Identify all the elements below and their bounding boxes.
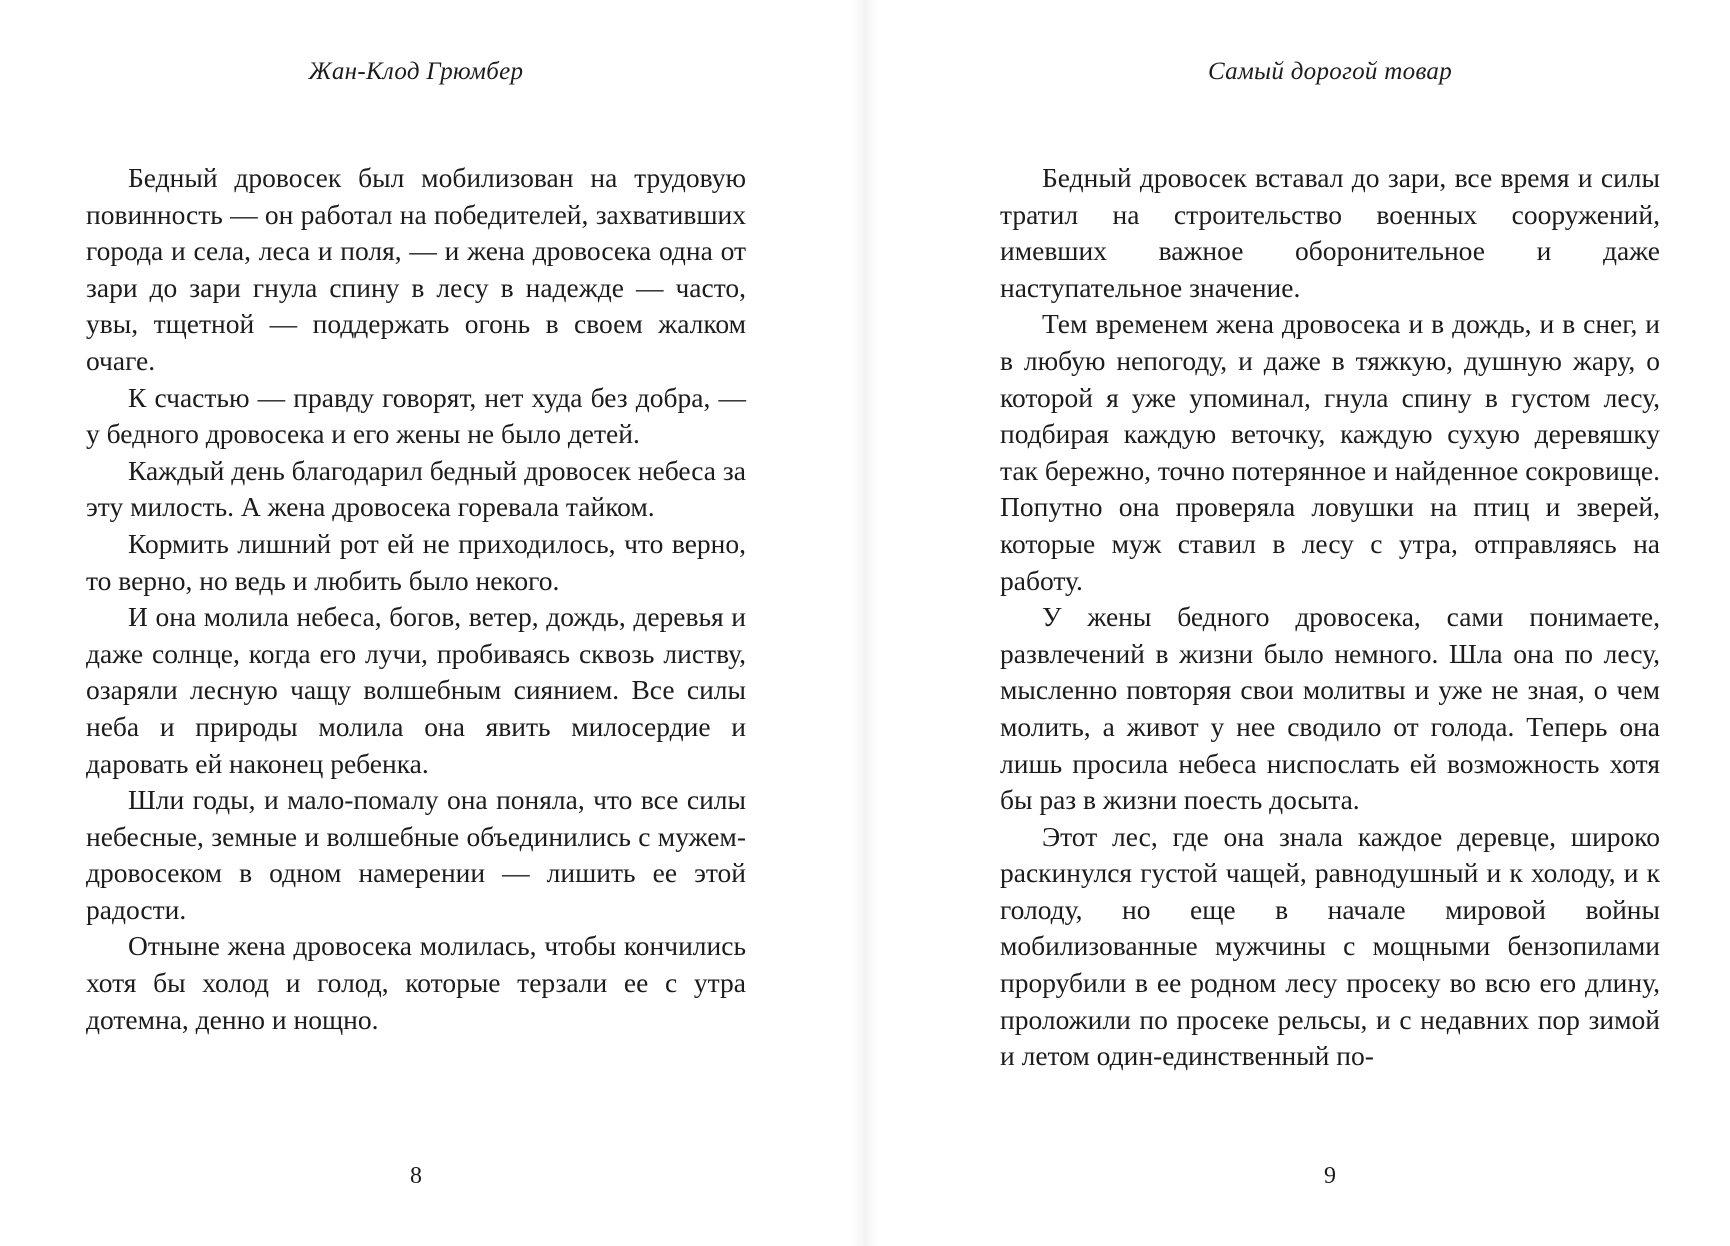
paragraph: Бедный дровосек вставал до зари, все время и силы тратил на строительство военных сооружений, имевших важное оборонительное и даже наступательное значение. — [1000, 162, 1660, 303]
page-number-left: 8 — [410, 1163, 422, 1189]
page-number-right: 9 — [1324, 1163, 1336, 1189]
running-head-author: Жан-Клод Грюмбер — [308, 58, 524, 85]
paragraph: Этот лес, где она знала каждое деревце, широко раскинулся густой чащей, равнодушный и к холоду, и к голоду, но еще в начале мировой войны мобилизованные мужчины с мощными бензопилами прорубили в ее родном лесу просеку во всю его длину, проложили по просеке рельсы, и с недавних пор зимой и летом один-единственный по- — [1000, 820, 1660, 1072]
left-page-body — [86, 160, 746, 1038]
paragraph: Шли годы, и мало-помалу она поняла, что все силы небесные, земные и волшебные объединились с мужем-дровосеком в одном намерении — лишить ее этой радости. — [86, 784, 746, 925]
paragraph: Бедный дровосек был мобилизован на трудовую повинность — он работал на победителей, захвативших города и села, леса и поля, — и жена дровосека одна от зари до зари гнула спину в лесу в надежде — часто, увы, тщетной — поддержать огонь в своем жалком очаге. — [86, 162, 746, 376]
running-head-title: Самый дорогой товар — [1207, 58, 1453, 85]
paragraph: Кормить лишний рот ей не приходилось, что верно, то верно, но ведь и любить было некого. — [86, 527, 746, 596]
paragraph: Отныне жена дровосека молилась, чтобы кончились хотя бы холод и голод, которые терзали ее с утра дотемна, денно и нощно. — [86, 930, 746, 1035]
paragraph: И она молила небеса, богов, ветер, дождь, деревья и даже солнце, когда его лучи, пробиваясь сквозь листву, озаряли лесную чащу волшебным сиянием. Все силы неба и природы молила она явить милосердие и даровать ей наконец ребенка. — [86, 601, 746, 779]
paragraph: Тем временем жена дровосека и в дождь, и в снег, и в любую непогоду, и даже в тяжкую, душную жару, о которой я уже упоминал, гнула спину в густом лесу, подбирая каждую веточку, каждую сухую деревяшку так бережно, точно потерянное и найденное сокровище. Попутно она проверяла ловушки на птиц и зверей, которые муж ставил в лесу с утра, отправляясь на работу. — [1000, 308, 1660, 596]
paragraph: К счастью — правду говорят, нет худа без добра, — у бедного дровосека и его жены не было детей. — [86, 381, 746, 450]
right-page-body — [1000, 160, 1660, 1075]
left-page — [86, 0, 746, 1246]
paragraph: Каждый день благодарил бедный дровосек небеса за эту милость. А жена дровосека горевала тайком. — [86, 454, 746, 523]
paragraph: У жены бедного дровосека, сами понимаете, развлечений в жизни было немного. Шла она по лесу, мысленно повторяя свои молитвы и уже не зная, о чем молить, а живот у нее сводило от голода. Теперь она лишь просила небеса ниспослать ей возможность хотя бы раз в жизни поесть досыта. — [1000, 601, 1660, 816]
right-page — [1000, 0, 1660, 1246]
